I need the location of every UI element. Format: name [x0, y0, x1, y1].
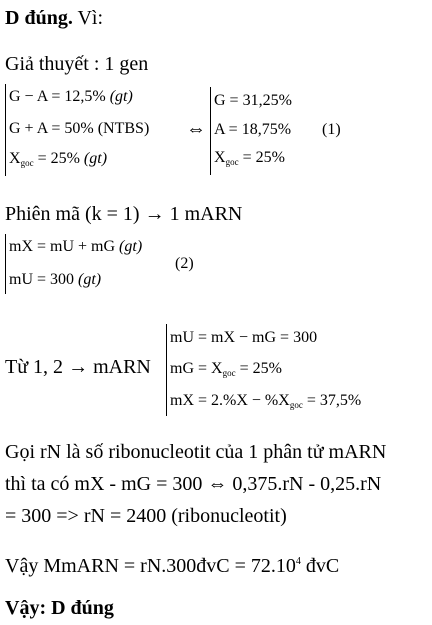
system1-left-row-2: G + A = 50% (NTBS) [9, 120, 150, 137]
system1-right-bracket [210, 87, 211, 175]
answer-choice: D đúng. [5, 7, 73, 29]
transcription-line: Phiên mã (k = 1) → 1 mARN [5, 203, 243, 225]
paragraph-line-1: Gọi rN là số ribonucleotit của 1 phân tử mARN [5, 441, 387, 463]
hypothesis-line: Giả thuyết : 1 gen [5, 53, 149, 75]
equivalence-arrow: ⇔ [186, 118, 206, 140]
equation-label-1: (1) [322, 121, 341, 138]
paragraph-line-2: thì ta có mX - mG = 300 ⇔ 0,375.rN - 0,25.rN [5, 473, 382, 495]
system1-left-bracket [5, 84, 6, 176]
because-text: Vì: [72, 7, 104, 29]
arrow-icon: → [144, 203, 165, 225]
paragraph-line-3: = 300 => rN = 2400 (ribonucleotit) [5, 505, 287, 527]
conclusion: Vậy: D đúng [5, 597, 114, 619]
system3-row-3: mX = $2.\%X - \%X_{goc} = 37,5\%$ [170, 392, 362, 410]
system1-right-row-3: $X_{goc} = 25\%$ [214, 149, 285, 167]
answer-header [5, 6, 103, 30]
from-1-2-line: Từ 1, 2 → mARN [5, 356, 151, 378]
system3-row-2: mG = $X_{goc} = 25\%$ [170, 360, 282, 378]
system2-row-1: mX = mU + mG (gt) [9, 238, 143, 255]
system2-row-2: mU = 300 (gt) [9, 271, 102, 288]
equation-label-2: (2) [175, 255, 194, 272]
system2-bracket [5, 234, 6, 294]
system1-right-row-1: G = 31,25% [214, 92, 292, 109]
system1-left-row-3: $X_{goc} = 25\%$ (gt) [9, 150, 108, 168]
system1-left-row-1: G − A = 12,5% (gt) [9, 88, 133, 105]
system3-bracket [166, 324, 167, 416]
arrow-icon: → [68, 356, 89, 378]
mass-line: Vậy MmARN = rN.300đvC = $72.10^4$ đvC [5, 555, 340, 577]
system1-right-row-2: A = 18,75% [214, 121, 292, 138]
system3-row-1: mU = mX − mG = 300 [170, 329, 318, 346]
